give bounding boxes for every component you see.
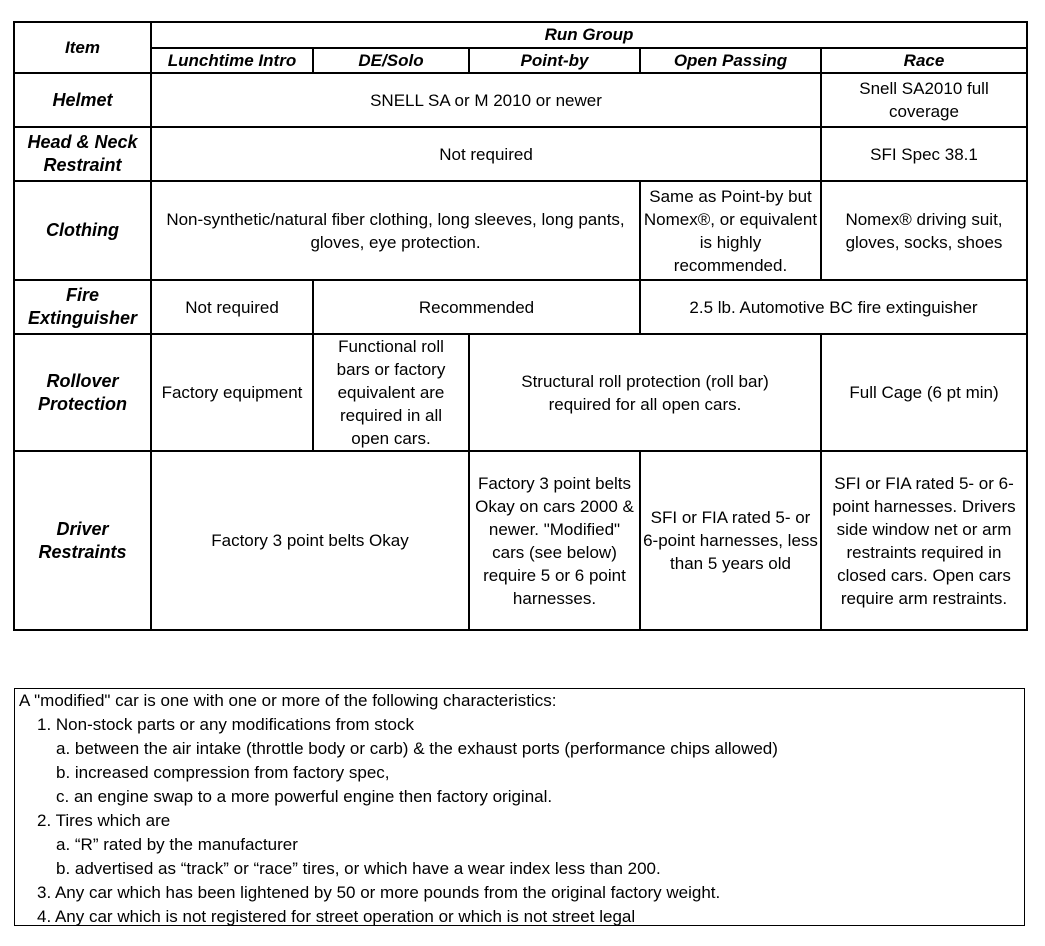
rollover-de-solo-cell: Functional roll bars or factory equivalent are required in all open cars.: [313, 334, 469, 451]
notes-item-2a: a. “R” rated by the manufacturer: [56, 835, 298, 854]
group-open-passing: Open Passing: [640, 48, 821, 73]
rollover-pointby-open-cell: Structural roll protection (roll bar) required for all open cars.: [469, 334, 821, 451]
rollover-lunchtime-cell: Factory equipment: [151, 334, 313, 451]
restraints-pointby-cell: Factory 3 point belts Okay on cars 2000 & newer. "Modified" cars (see below) require 5 or 6 point harnesses.: [469, 451, 640, 630]
notes-item-1: 1. Non-stock parts or any modifications from stock: [37, 715, 414, 734]
group-de-solo: DE/Solo: [313, 48, 469, 73]
notes-item-1a: a. between the air intake (throttle body or carb) & the exhaust ports (performance chips allowed): [56, 739, 778, 758]
safety-requirements-table: [13, 21, 1028, 631]
notes-item-1c: c. an engine swap to a more powerful engine then factory original.: [56, 787, 553, 806]
group-race: Race: [821, 48, 1027, 73]
rollover-race-cell: Full Cage (6 pt min): [821, 334, 1027, 451]
row-label-helmet: Helmet: [14, 73, 151, 127]
row-rollover: [14, 334, 1027, 451]
notes-item-2b: b. advertised as “track” or “race” tires, or which have a wear index less than 200.: [56, 859, 661, 878]
row-label-rollover: Rollover Protection: [14, 334, 151, 451]
item-header: Item: [14, 22, 151, 73]
row-label-head-neck: Head & Neck Restraint: [14, 127, 151, 181]
notes-item-1b: b. increased compression from factory spec,: [56, 763, 390, 782]
fire-open-race-cell: 2.5 lb. Automotive BC fire extinguisher: [640, 280, 1027, 334]
notes-item-3: 3. Any car which has been lightened by 50 or more pounds from the original factory weight.: [37, 883, 721, 902]
notes-item-2: 2. Tires which are: [37, 811, 171, 830]
row-helmet: [14, 73, 1027, 127]
restraints-open-passing-cell: SFI or FIA rated 5- or 6-point harnesses, less than 5 years old: [640, 451, 821, 630]
row-fire-extinguisher: [14, 280, 1027, 334]
group-header-row: [14, 48, 1027, 73]
row-clothing: [14, 181, 1027, 280]
restraints-lunch-de-cell: Factory 3 point belts Okay: [151, 451, 469, 630]
helmet-shared-cell: SNELL SA or M 2010 or newer: [151, 73, 821, 127]
clothing-race-cell: Nomex® driving suit, gloves, socks, shoes: [821, 181, 1027, 280]
helmet-race-cell: Snell SA2010 full coverage: [821, 73, 1027, 127]
group-point-by: Point-by: [469, 48, 640, 73]
header-row: [14, 22, 1027, 48]
group-lunchtime-intro: Lunchtime Intro: [151, 48, 313, 73]
head-neck-shared-cell: Not required: [151, 127, 821, 181]
run-group-header: Run Group: [151, 22, 1027, 48]
fire-de-pointby-cell: Recommended: [313, 280, 640, 334]
clothing-shared-cell: Non-synthetic/natural fiber clothing, long sleeves, long pants, gloves, eye protection.: [151, 181, 640, 280]
row-label-fire-extinguisher: Fire Extinguisher: [14, 280, 151, 334]
fire-lunchtime-cell: Not required: [151, 280, 313, 334]
row-label-driver-restraints: Driver Restraints: [14, 451, 151, 630]
restraints-race-cell: SFI or FIA rated 5- or 6-point harnesses. Drivers side window net or arm restraints required in closed cars. Open cars require arm restraints.: [821, 451, 1027, 630]
notes-intro: A "modified" car is one with one or more of the following characteristics:: [19, 691, 557, 710]
notes-item-4: 4. Any car which is not registered for street operation or which is not street legal: [37, 907, 636, 926]
row-label-clothing: Clothing: [14, 181, 151, 280]
modified-car-notes: [14, 688, 1025, 926]
clothing-open-passing-cell: Same as Point-by but Nomex®, or equivalent is highly recommended.: [640, 181, 821, 280]
row-driver-restraints: [14, 451, 1027, 630]
row-head-neck: [14, 127, 1027, 181]
head-neck-race-cell: SFI Spec 38.1: [821, 127, 1027, 181]
